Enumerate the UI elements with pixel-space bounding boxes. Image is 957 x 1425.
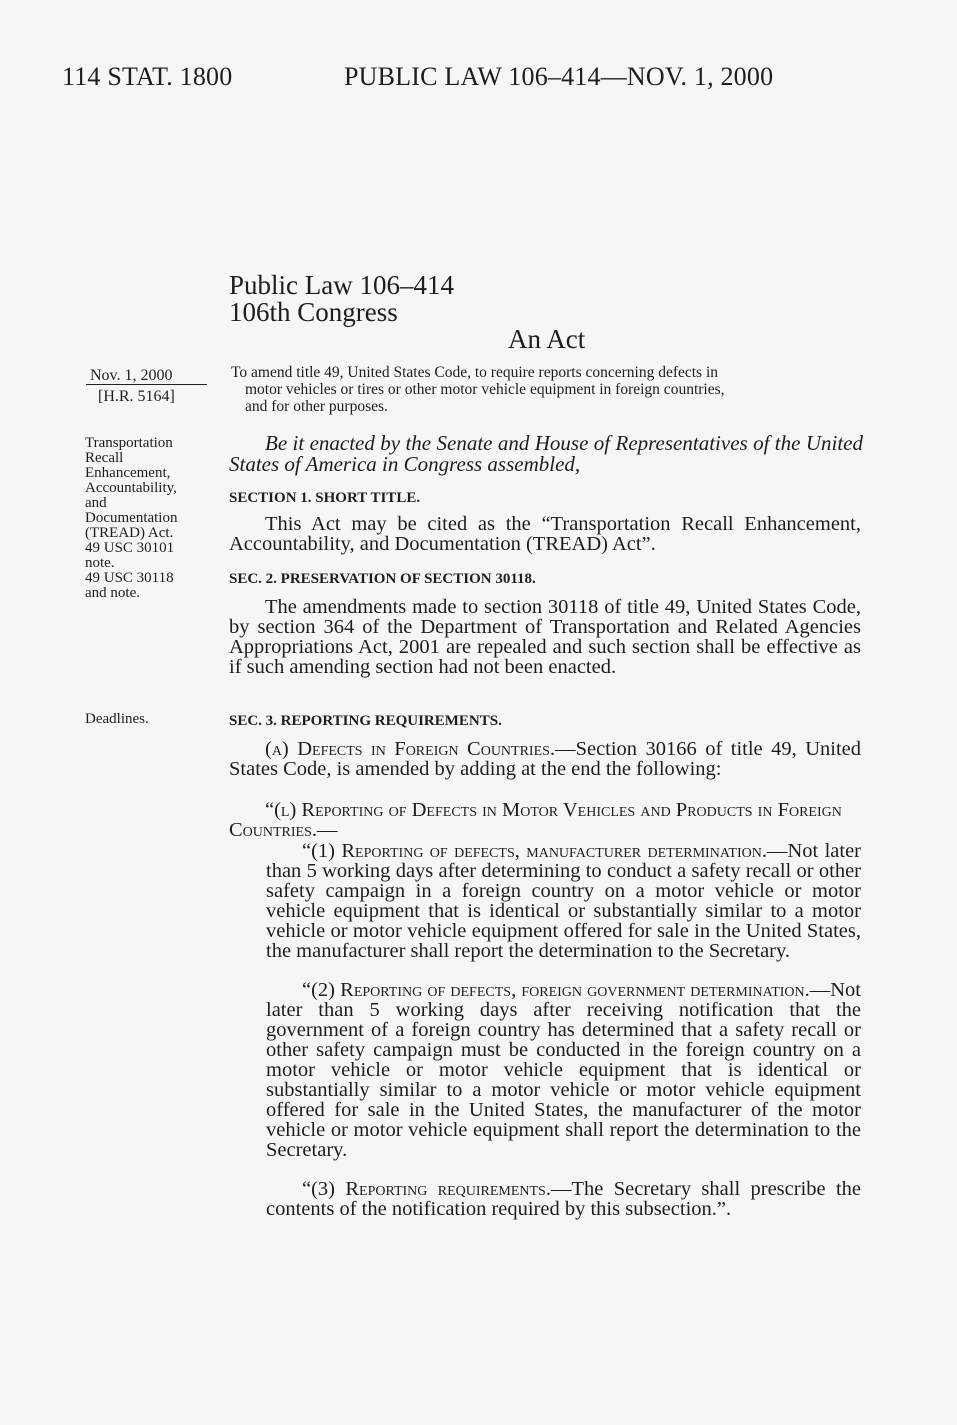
margin-note-line: note. xyxy=(85,555,115,571)
section-1-text: This Act may be cited as the “Transportation Recall Enhancement, Accountability, and Documentation (TREAD) Act”. xyxy=(229,513,861,555)
margin-divider xyxy=(86,384,207,385)
purpose-clause xyxy=(231,364,861,415)
running-header-page: 114 STAT. 1800 xyxy=(62,62,233,91)
paragraph-1-text: —Not later than 5 working days after determining to conduct a safety recall or other safety campaign in a foreign country on a motor vehicle or motor vehicle equipment that is identical or substantially similar to a motor vehicle or motor vehicle equipment offered for sale in the United States, the manufacturer shall report the determination to the Secretary. xyxy=(266,840,861,962)
paragraph-3 xyxy=(266,1179,861,1219)
new-subsection-label: “(l) Reporting of Defects in Motor Vehicles and Products in Foreign Countries. xyxy=(229,799,842,841)
new-subsection-heading xyxy=(229,800,861,840)
subsection-a xyxy=(229,739,861,779)
congress-title: 106th Congress xyxy=(229,297,398,327)
margin-note-line: 49 USC 30118 xyxy=(85,570,174,586)
margin-notes xyxy=(85,436,215,601)
purpose-line: motor vehicles or tires or other motor vehicle equipment in foreign countries, xyxy=(245,381,725,398)
subsection-a-label: (a) Defects in Foreign Countries. xyxy=(265,738,556,760)
margin-bill-number: [H.R. 5164] xyxy=(98,388,175,405)
paragraph-3-label: “(3) Reporting requirements. xyxy=(302,1178,551,1200)
paragraph-1-label: “(1) Reporting of defects, manufacturer determination. xyxy=(302,840,767,862)
margin-deadlines: Deadlines. xyxy=(85,711,149,727)
margin-note-line: Transportation xyxy=(85,435,173,451)
margin-note-line: Recall xyxy=(85,450,124,466)
paragraph-2-label: “(2) Reporting of defects, foreign government determination. xyxy=(302,979,810,1001)
margin-note-line: and note. xyxy=(85,585,140,601)
purpose-line: and for other purposes. xyxy=(245,398,388,415)
law-number-title: Public Law 106–414 xyxy=(229,270,454,300)
new-subsection-dash: — xyxy=(317,819,338,841)
paragraph-2 xyxy=(266,980,861,1160)
subsection-a-text: —Section 30166 of title 49, United States Code, is amended by adding at the end the following: xyxy=(229,738,861,780)
paragraph-3-text: —The Secretary shall prescribe the contents of the notification required by this subsection.”. xyxy=(266,1178,862,1220)
paragraph-1 xyxy=(266,841,861,961)
section-2-text: The amendments made to section 30118 of title 49, United States Code, by section 364 of the Department of Transportation and Related Agencies Appropriations Act, 2001 are repealed and such section shall be effective as if such amending section had not been enacted. xyxy=(229,596,861,678)
running-header-law: PUBLIC LAW 106–414—NOV. 1, 2000 xyxy=(344,62,774,91)
margin-note-line: Accountability, xyxy=(85,480,177,496)
margin-note-line: Documentation xyxy=(85,510,178,526)
margin-note-line: (TREAD) Act. xyxy=(85,525,174,541)
margin-note-line: and xyxy=(85,495,107,511)
purpose-line: To amend title 49, United States Code, to require reports concerning defects in xyxy=(231,364,719,381)
an-act-heading: An Act xyxy=(508,324,586,354)
section-3-heading: SEC. 3. REPORTING REQUIREMENTS. xyxy=(229,713,502,729)
enacting-clause: Be it enacted by the Senate and House of Representatives of the United States of America in Congress assembled, xyxy=(229,431,863,476)
paragraph-2-text: —Not later than 5 working days after receiving notification that the government of a foreign country has determined that a safety recall or other safety campaign must be conducted in the foreign country on a motor vehicle or motor vehicle equipment that is identical or substantially similar to a motor vehicle or motor vehicle equipment offered for sale in the United States, the manufacturer of the motor vehicle or motor vehicle equipment shall report the determination to the Secretary. xyxy=(266,979,861,1161)
margin-date: Nov. 1, 2000 xyxy=(90,367,173,384)
margin-note-line: 49 USC 30101 xyxy=(85,540,175,556)
margin-note-line: Enhancement, xyxy=(85,465,171,481)
section-1-heading: SECTION 1. SHORT TITLE. xyxy=(229,490,421,506)
section-2-heading: SEC. 2. PRESERVATION OF SECTION 30118. xyxy=(229,571,536,587)
